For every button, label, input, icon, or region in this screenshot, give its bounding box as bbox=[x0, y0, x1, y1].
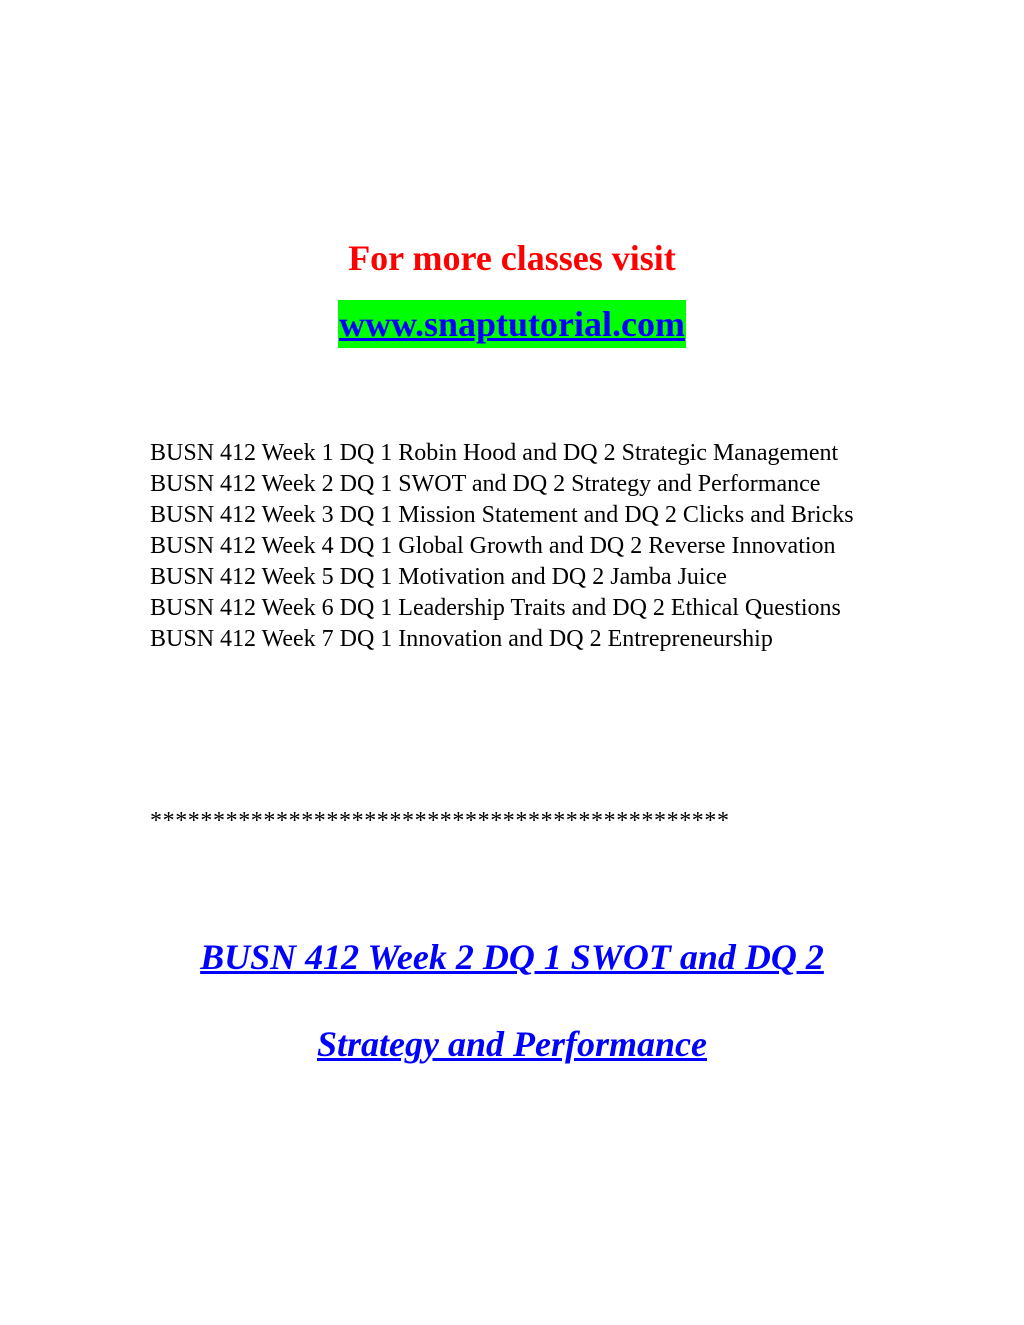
course-item: BUSN 412 Week 1 DQ 1 Robin Hood and DQ 2 Strategic Management bbox=[150, 440, 839, 466]
course-item: BUSN 412 Week 6 DQ 1 Leadership Traits and DQ 2 Ethical Questions bbox=[150, 595, 841, 621]
course-item: BUSN 412 Week 4 DQ 1 Global Growth and DQ 2 Reverse Innovation bbox=[150, 533, 836, 559]
title-link-text-2[interactable]: Strategy and Performance bbox=[317, 1024, 707, 1064]
promo-heading: For more classes visit bbox=[348, 238, 676, 278]
course-item: BUSN 412 Week 7 DQ 1 Innovation and DQ 2 Entrepreneurship bbox=[150, 626, 773, 652]
title-link-line-2 bbox=[0, 1020, 1024, 1068]
course-item: BUSN 412 Week 3 DQ 1 Mission Statement and DQ 2 Clicks and Bricks bbox=[150, 502, 854, 528]
course-item: BUSN 412 Week 5 DQ 1 Motivation and DQ 2 Jamba Juice bbox=[150, 564, 727, 590]
course-item: BUSN 412 Week 2 DQ 1 SWOT and DQ 2 Strategy and Performance bbox=[150, 471, 821, 497]
site-link-container bbox=[0, 300, 1024, 348]
site-link[interactable]: www.snaptutorial.com bbox=[338, 300, 686, 348]
course-list bbox=[120, 438, 910, 655]
title-link-line-1 bbox=[0, 933, 1024, 981]
asterisk-divider: ********************************************** bbox=[150, 808, 730, 834]
title-link-text-1[interactable]: BUSN 412 Week 2 DQ 1 SWOT and DQ 2 bbox=[200, 937, 824, 977]
